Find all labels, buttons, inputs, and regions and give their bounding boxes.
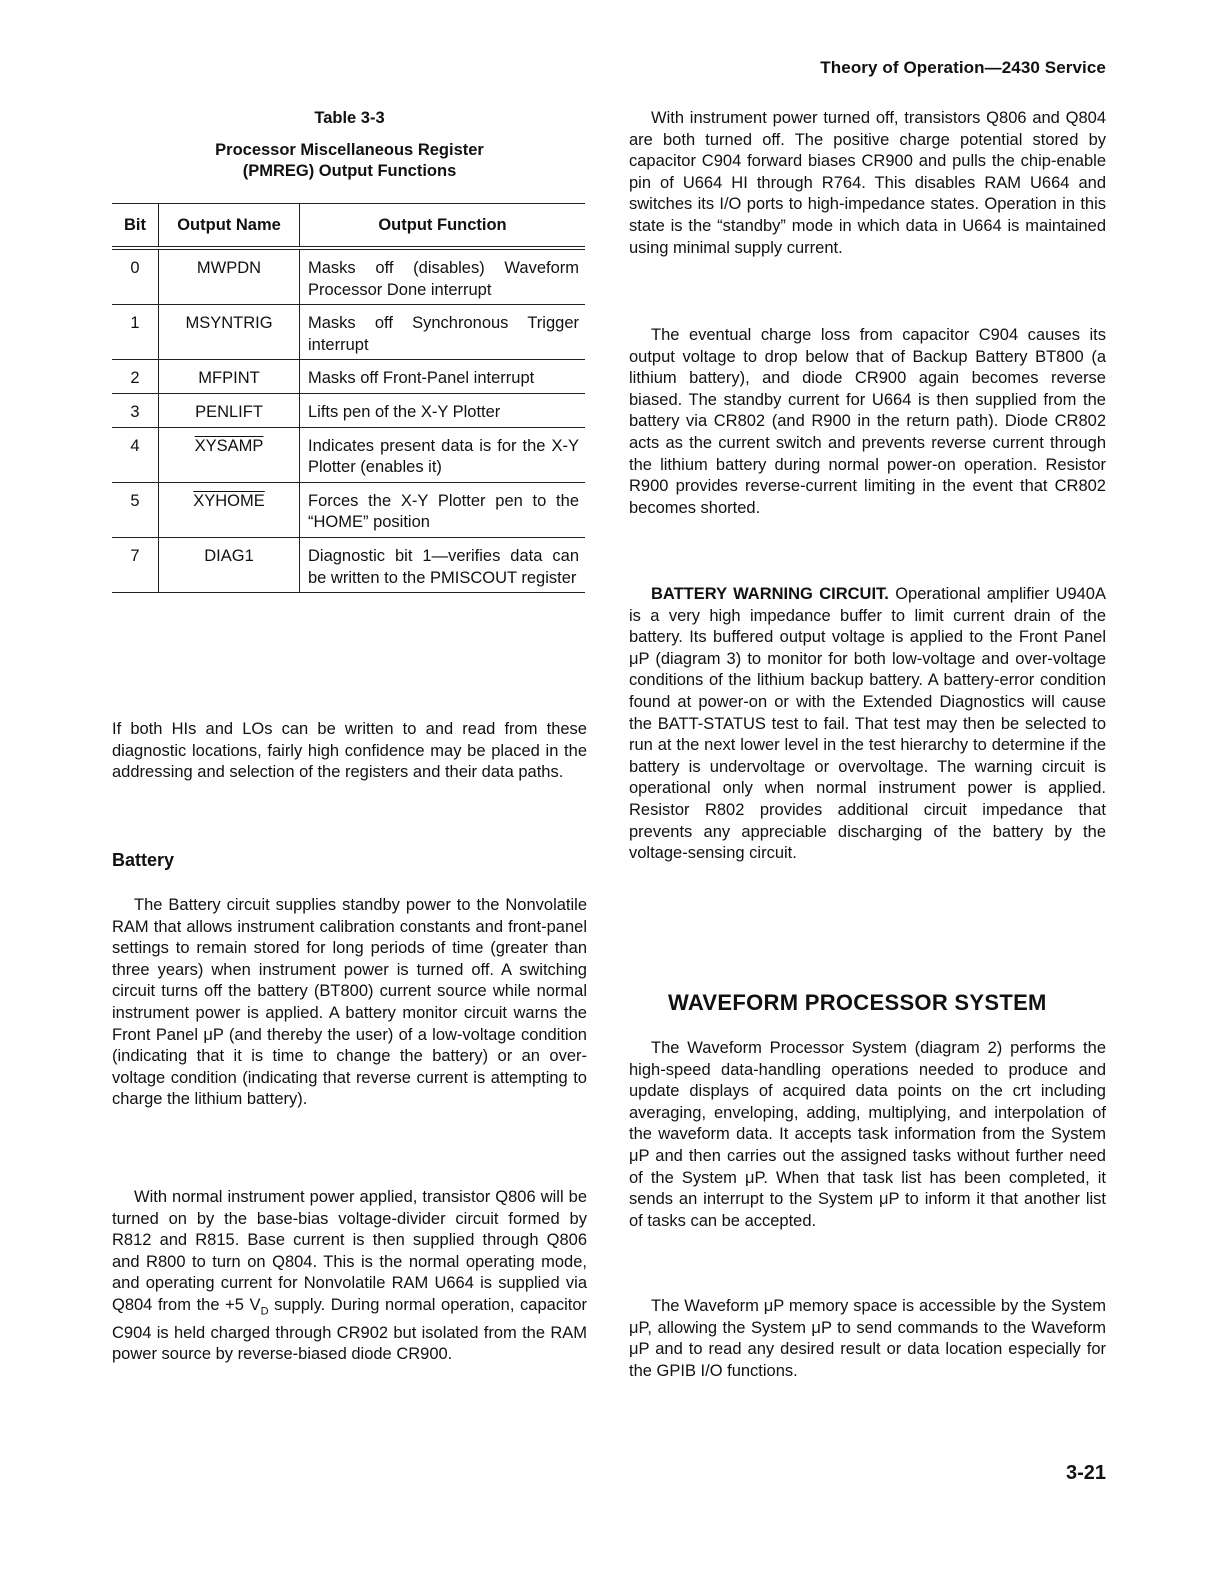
bit-cell: 4: [112, 427, 159, 482]
table-title-line2: (PMREG) Output Functions: [242, 162, 457, 180]
table-row: [112, 427, 585, 482]
table-row: [112, 305, 585, 360]
bit-cell: 3: [112, 393, 159, 427]
output-function-cell: Diagnostic bit 1—verifies data can be written to the PMISCOUT register: [300, 537, 586, 592]
output-function-cell: Lifts pen of the X-Y Plotter: [300, 393, 586, 427]
battery-paragraph-2-text-a: With normal instrument power applied, transistor Q806 will be turned on by the base-bias voltage-divider circuit formed by R812 and R815. Base current is then supplied through Q806 and R800 to turn on Q804. This is the normal operating mode, and operating current for Nonvolatile RAM U664 is supplied via Q804 from the +5 V: [112, 1188, 587, 1314]
table-title-line1: Processor Miscellaneous Register: [215, 140, 484, 159]
battery-heading: Battery: [112, 850, 175, 870]
waveform-processor-paragraph-2: The Waveform μP memory space is accessible by the System μP, allowing the System μP to send commands to the Waveform μP and to read any desired result or data location especially for the GPIB I/O functions.: [629, 1297, 1106, 1380]
bit-cell: 1: [112, 305, 159, 360]
battery-warning-paragraph: [629, 584, 1106, 865]
active-low-signal-name: XYHOME: [193, 491, 265, 510]
output-function-cell: Forces the X-Y Plotter pen to the “HOME” position: [300, 482, 586, 537]
table-row: [112, 360, 585, 394]
table-header-row: [112, 204, 585, 249]
table-row: [112, 248, 585, 305]
table-row: [112, 393, 585, 427]
table-caption: [112, 108, 587, 183]
output-function-cell: Indicates present data is for the X-Y Plotter (enables it): [300, 427, 586, 482]
battery-paragraph-2-subscript: D: [260, 1305, 269, 1318]
output-function-cell: Masks off Front-Panel interrupt: [300, 360, 586, 394]
table-label: Table 3-3: [314, 109, 385, 127]
pmreg-table: [112, 203, 585, 593]
output-name-cell: MFPINT: [159, 360, 300, 394]
bit-cell: 2: [112, 360, 159, 394]
output-name-cell: PENLIFT: [159, 393, 300, 427]
table-row: [112, 482, 585, 537]
output-name-cell: [159, 482, 300, 537]
diagnostics-paragraph: If both HIs and LOs can be written to and read from these diagnostic locations, fairly high confidence may be placed in the addressing and selection of the registers and their data paths.: [112, 720, 587, 782]
running-header: Theory of Operation—2430 Service: [820, 58, 1106, 77]
output-function-cell: Masks off (disables) Waveform Processor Done interrupt: [300, 248, 586, 305]
waveform-processor-heading: WAVEFORM PROCESSOR SYSTEM: [668, 990, 1047, 1015]
table-row: [112, 537, 585, 592]
col-header-bit: Bit: [112, 204, 159, 249]
active-low-signal-name: XYSAMP: [194, 436, 264, 455]
battery-paragraph-1: The Battery circuit supplies standby power to the Nonvolatile RAM that allows instrument calibration constants and front-panel settings to remain stored for long periods of time (greater than three years) when instrument power is turned off. A switching circuit turns off the battery (BT800) current source while normal instrument power is applied. A battery monitor circuit warns the Front Panel μP (and thereby the user) of a low-voltage condition (indicating that it is time to change the battery) or an over-voltage condition (indicating that reverse current is attempting to charge the lithium battery).: [112, 896, 587, 1109]
output-name-cell: MSYNTRIG: [159, 305, 300, 360]
battery-paragraph-2: [112, 1187, 587, 1366]
output-name-cell: [159, 427, 300, 482]
output-function-cell: Masks off Synchronous Trigger interrupt: [300, 305, 586, 360]
col-header-output-function: Output Function: [300, 204, 586, 249]
output-name-cell: DIAG1: [159, 537, 300, 592]
bit-cell: 7: [112, 537, 159, 592]
battery-warning-text: Operational amplifier U940A is a very high impedance buffer to limit current drain of the battery. Its buffered output voltage is applied to the Front Panel μP (diagram 3) to monitor for both low-voltage and over-voltage conditions of the lithium backup battery. A battery-error condition found at power-on or with the Extended Diagnostics will cause the BATT-STATUS test to fail. That test may then be selected to run at the next lower level in the test hierarchy to determine if the battery is undervoltage or overvoltage. The warning circuit is operational only when normal instrument power is applied. Resistor R802 provides additional circuit impedance that prevents any appreciable discharging of the battery by the voltage-sensing circuit.: [629, 585, 1106, 863]
battery-paragraph-2-text-b: supply. During normal operation, capacitor C904 is held charged through CR902 but isolated from the RAM power source by reverse-biased diode CR900.: [112, 1295, 587, 1364]
charge-loss-paragraph: The eventual charge loss from capacitor C904 causes its output voltage to drop below that of Backup Battery BT800 (a lithium battery), and diode CR900 again becomes reverse biased. The standby current for U664 is then supplied from the battery via CR802 (and R900 in the return path). Diode CR802 acts as the current switch and prevents reverse current through the lithium battery during normal power-on operation. Resistor R900 provides reverse-current limiting in the event that CR802 becomes shorted.: [629, 326, 1106, 517]
page-number: 3-21: [1065, 1462, 1106, 1484]
waveform-processor-paragraph-1: The Waveform Processor System (diagram 2) performs the high-speed data-handling operations needed to produce and update displays of acquired data points on the crt including averaging, enveloping, adding, multiplying, and interpolation of the waveform data. It accepts task information from the System μP and then carries out the assigned tasks without further need of the System μP. When that task list has been completed, it sends an interrupt to the System μP to inform it that another list of tasks can be accepted.: [629, 1039, 1106, 1230]
bit-cell: 0: [112, 248, 159, 305]
power-off-paragraph: With instrument power turned off, transistors Q806 and Q804 are both turned off. The positive charge potential stored by capacitor C904 forward biases CR900 and pulls the chip-enable pin of U664 HI through R764. This disables RAM U664 and switches its I/O ports to high-impedance states. Operation in this state is the “standby” mode in which data in U664 is maintained using minimal supply current.: [629, 109, 1106, 257]
col-header-output-name: Output Name: [159, 204, 300, 249]
bit-cell: 5: [112, 482, 159, 537]
battery-warning-lead: BATTERY WARNING CIRCUIT.: [651, 585, 889, 603]
output-name-cell: MWPDN: [159, 248, 300, 305]
